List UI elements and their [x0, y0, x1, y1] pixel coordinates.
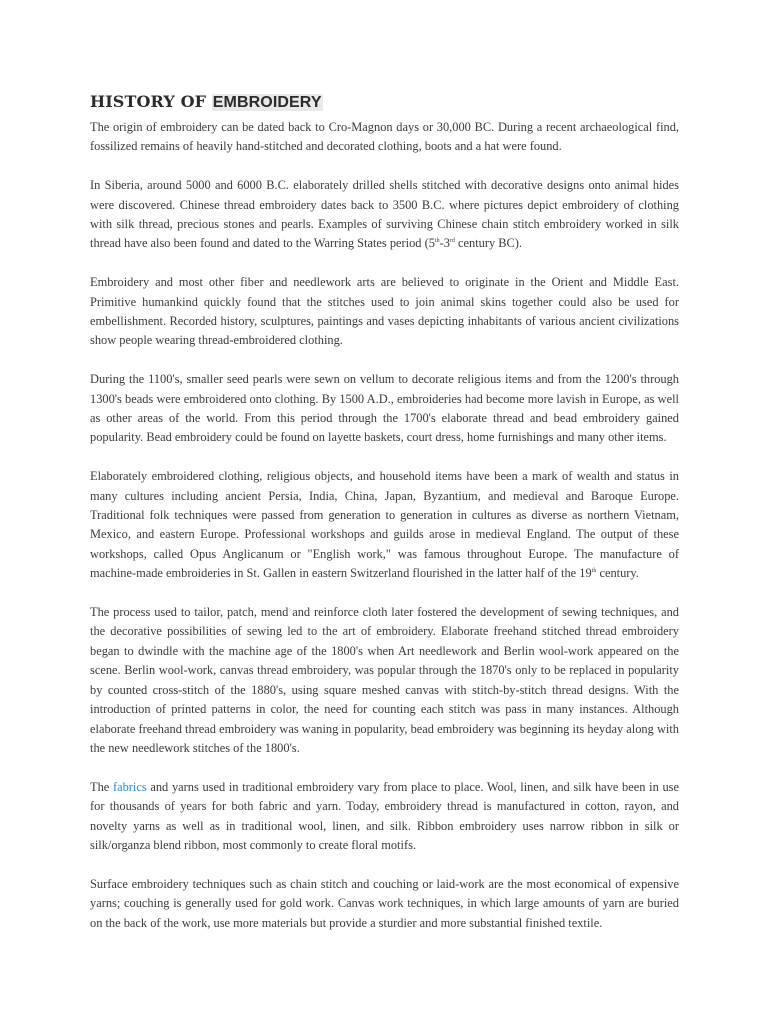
paragraph-fabrics-start: The — [90, 779, 113, 794]
paragraph-siberia-end: century BC). — [454, 236, 523, 251]
paragraph-surface-embroidery: Surface embroidery techniques such as chain stitch and couching or laid-work are the most economical of expensive yarns; couching is generally used for gold work. Canvas work techniques, in which large amounts of yarn are buried on the back of the work, use more materials but provide a sturdier and more substantial finished textile. — [90, 876, 679, 930]
paragraph-fabrics — [90, 778, 679, 856]
paragraph-wealth-end: century. — [596, 566, 639, 581]
paragraph-wealth-status — [90, 467, 679, 583]
paragraph-siberia-mid: -3 — [439, 236, 450, 251]
title-prefix: HISTORY OF — [90, 92, 212, 111]
fabrics-link[interactable]: fabrics — [112, 779, 147, 794]
paragraph-medieval-beads: During the 1100's, smaller seed pearls were sewn on vellum to decorate religious items and from the 1200's through 1300's beads were embroidered onto clothing. By 1500 A.D., embroideries had become more lavish in Europe, as well as other areas of the world. From this period through the 1700's elaborate thread and bead embroidery gained popularity. Bead embroidery could be found on layette baskets, court dress, home furnishings and many other items. — [90, 372, 679, 445]
paragraph-siberia-text: In Siberia, around 5000 and 6000 B.C. elaborately drilled shells stitched with decorative designs onto animal hides were discovered. Chinese thread embroidery dates back to 3500 B.C. where pictures depict embroidery of clothing with silk thread, precious stones and pearls. Examples of surviving Chinese chain stitch embroidery worked in silk thread have also been found and dated to the Warring States period (5 — [90, 178, 679, 251]
paragraph-orient: Embroidery and most other fiber and needlework arts are believed to originate in the Orient and Middle East. Primitive humankind quickly found that the stitches used to join animal skins together could also be used for embellishment. Recorded history, sculptures, paintings and vases depicting inhabitants of various ancient civilizations show people wearing thread-embroidered clothing. — [90, 275, 679, 348]
paragraph-sewing-techniques: The process used to tailor, patch, mend and reinforce cloth later fostered the development of sewing techniques, and the decorative possibilities of sewing led to the art of embroidery. Elaborate freehand stitched thread embroidery began to dwindle with the machine age of the 1800's when Art needlework and Berlin wool-work appeared on the scene. Berlin wool-work, canvas thread embroidery, was popular through the 1870's only to be replaced in popularity by counted cross-stitch of the 1880's, using square meshed canvas with stitch-by-stitch thread designs. With the introduction of printed patterns in color, the need for counting each stitch was pass in many instances. Although elaborate freehand thread embroidery was waning in popularity, bead embroidery was beginning its heyday along with the new needlework stitches of the 1800's. — [90, 605, 679, 755]
superscript-rd: rd — [449, 238, 455, 245]
page-title — [90, 92, 679, 113]
paragraph-origin: The origin of embroidery can be dated back to Cro-Magnon days or 30,000 BC. During a recent archaeological find, fossilized remains of heavily hand-stitched and decorated clothing, boots and a hat were found. — [90, 120, 679, 154]
superscript-th: th — [434, 238, 440, 245]
document-body — [90, 92, 679, 952]
paragraph-siberia-china — [90, 176, 679, 254]
title-highlighted-word[interactable]: EMBROIDERY — [212, 94, 322, 111]
paragraph-fabrics-text: and yarns used in traditional embroidery vary from place to place. Wool, linen, and silk have been in use for thousands of years for both fabric and yarn. Today, embroidery thread is manufactured in cotton, rayon, and novelty yarns as well as in traditional wool, linen, and silk. Ribbon embroidery uses narrow ribbon in silk or silk/organza blend ribbon, most commonly to create floral motifs. — [90, 779, 679, 852]
superscript-th: th — [591, 568, 597, 575]
paragraph-wealth-text: Elaborately embroidered clothing, religious objects, and household items have been a mark of wealth and status in many cultures including ancient Persia, India, China, Japan, Byzantium, and medieval and Baroque Europe. Traditional folk techniques were passed from generation to generation in cultures as diverse as northern Vietnam, Mexico, and eastern Europe. Professional workshops and guilds arose in medieval England. The output of these workshops, called Opus Anglicanum or "English work," was famous throughout Europe. The manufacture of machine-made embroideries in St. Gallen in eastern Switzerland flourished in the latter half of the 19 — [90, 469, 679, 581]
